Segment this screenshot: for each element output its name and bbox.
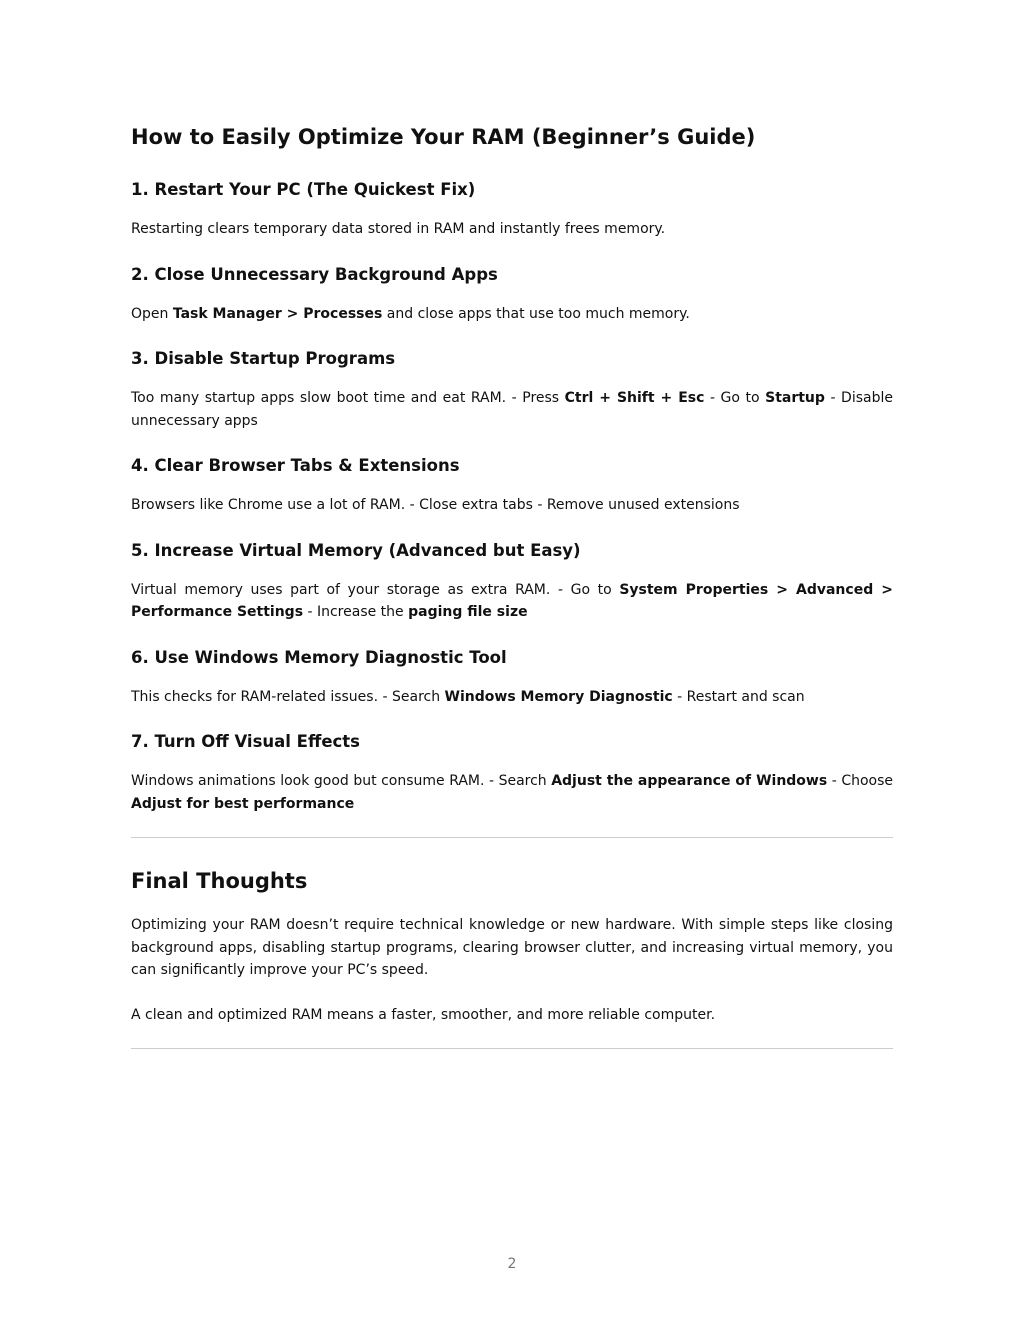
text-run: Too many startup apps slow boot time and eat RAM. - Press [131, 390, 565, 406]
text-run: - Choose [827, 773, 894, 789]
final-paragraph-2: A clean and optimized RAM means a faster, smoother, and more reliable computer. [131, 1006, 716, 1023]
page-number: 2 [507, 1256, 517, 1272]
section-heading: 1. Restart Your PC (The Quickest Fix) [131, 180, 476, 199]
text-run: Virtual memory uses part of your storage as extra RAM. - Go to [131, 581, 620, 598]
bold-text: Adjust the appearance of Windows [551, 773, 828, 789]
bold-text: System Properties > Advanced > Performance Settings [131, 581, 893, 620]
section-paragraph [131, 579, 893, 624]
section-paragraph [131, 686, 893, 709]
text-run: and close apps that use too much memory. [382, 305, 690, 322]
bold-text: Ctrl + Shift + Esc [564, 390, 705, 406]
section-paragraph [131, 387, 893, 432]
text-run: Open [131, 305, 173, 322]
section-paragraph [131, 218, 893, 241]
section-heading: 5. Increase Virtual Memory (Advanced but Easy) [131, 540, 581, 560]
final-thoughts-heading: Final Thoughts [131, 869, 308, 893]
bold-text: paging file size [408, 604, 528, 620]
text-run: Browsers like Chrome use a lot of RAM. - Close extra tabs - Remove unused extensions [131, 497, 740, 513]
text-run: - Go to [704, 390, 766, 406]
final-paragraph-1: Optimizing your RAM doesn’t require technical knowledge or new hardware. With simple steps like closing background apps, disabling startup programs, clearing browser clutter, and increasing virtual memory, you can significantly improve your PC’s speed. [131, 917, 893, 978]
section-paragraph [131, 494, 893, 517]
section-paragraph [131, 303, 893, 326]
section-heading: 4. Clear Browser Tabs & Extensions [131, 456, 460, 475]
section-paragraph [131, 770, 893, 815]
text-run: Restarting clears temporary data stored in RAM and instantly frees memory. [131, 221, 666, 237]
text-run: - Disable unnecessary apps [131, 390, 893, 429]
section-heading: 2. Close Unnecessary Background Apps [131, 264, 498, 284]
text-run: This checks for RAM-related issues. - Search [131, 688, 445, 705]
section-heading: 3. Disable Startup Programs [131, 349, 396, 368]
section-heading: 6. Use Windows Memory Diagnostic Tool [131, 647, 507, 667]
bold-text: Startup [765, 390, 825, 406]
text-run: Windows animations look good but consume RAM. - Search [131, 773, 552, 789]
bold-text: Windows Memory Diagnostic [444, 688, 673, 705]
page-title: How to Easily Optimize Your RAM (Beginner’s Guide) [131, 125, 756, 149]
content [131, 122, 893, 1077]
text-run: - Increase the [303, 604, 409, 620]
text-run: - Restart and scan [672, 688, 805, 705]
section-heading: 7. Turn Off Visual Effects [131, 732, 361, 751]
bold-text: Adjust for best performance [131, 795, 355, 812]
bold-text: Task Manager > Processes [172, 305, 383, 322]
divider [131, 1048, 893, 1049]
divider [131, 837, 893, 838]
